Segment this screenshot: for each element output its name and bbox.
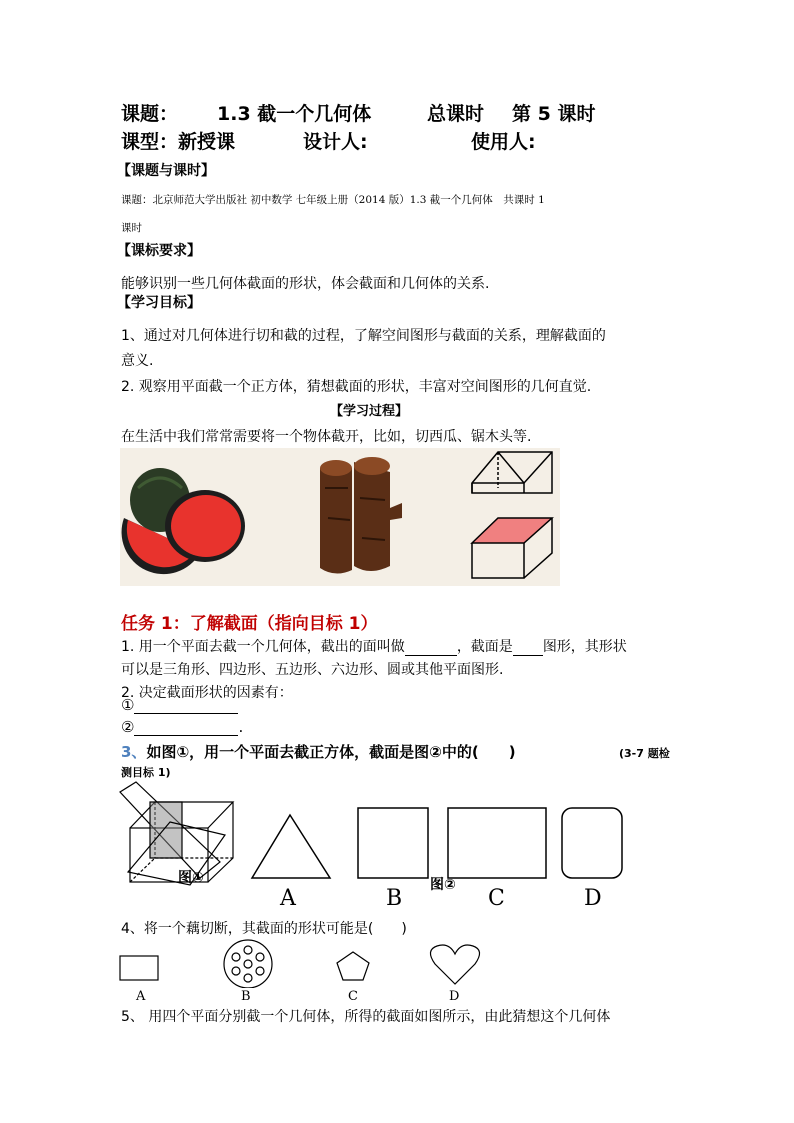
cutting-illustration [120,448,560,586]
goal-1-line-1: 1、通过对几何体进行切和截的过程，了解空间图形与截面的关系，理解截面的 [121,328,606,344]
q3-number: 3、 [121,743,147,761]
wood-log-icon [320,457,402,574]
q3-note-b: 测目标 1) [121,766,171,779]
factor-2-blank[interactable] [134,721,238,736]
topic-line-1: 课题：北京师范大学出版社 初中数学 七年级上册（2014 版）1.3 截一个几何体 共课时 1 [121,194,545,206]
section-process: 【学习过程】 [330,404,409,419]
task1-q2: 2. 决定截面形状的因素有： [121,685,293,701]
q3-option-d: D [584,886,602,911]
q3-option-b: B [386,886,403,911]
q3-note-a: (3-7 题检 [619,747,670,760]
q3-figures [110,780,630,915]
cube-with-plane-figure [120,782,233,885]
fig2-label: 图② [430,877,456,893]
q4-option-c: C [348,989,358,1004]
q3-option-a: A [280,886,296,911]
goal-1-line-2: 意义. [121,353,154,369]
lotus-root-icon [224,940,272,988]
standard-text: 能够识别一些几何体截面的形状，体会截面和几何体的关系. [121,276,490,292]
q4-text: 4、将一个藕切断，其截面的形状可能是( ) [121,921,407,937]
topic-label: 课题： [121,103,179,125]
q4-option-b: B [241,989,251,1004]
goal-2: 2. 观察用平面截一个正方体，猜想截面的形状，丰富对空间图形的几何直觉. [121,379,592,395]
q4-option-a: A [136,989,146,1004]
total-hours: 总课时 [427,103,485,125]
factor-1-marker: ① [121,696,135,714]
lesson-type: 课型：新授课 [121,131,236,153]
q4-heart [430,945,479,984]
option-a-triangle [252,815,330,878]
q4-rectangle [120,956,158,980]
designer-label: 设计人: [303,131,368,153]
q1-part3: 图形，其形状 [542,639,627,655]
q1-part2: ，截面是 [456,639,513,655]
option-d-rounded-square [562,808,622,878]
section-goals: 【学习目标】 [117,295,201,311]
topic-value: 1.3 截一个几何体 [217,103,372,125]
section-standard: 【课标要求】 [117,243,201,259]
factor-2 [121,718,243,736]
section-topic-hours: 【课题与课时】 [117,163,215,179]
q4-option-d: D [449,989,460,1004]
q3-line [121,741,516,762]
task1-q1 [121,636,627,656]
fig1-label: 图① [178,870,204,886]
factor-2-marker: ② [121,718,135,736]
factor-2-end: . [238,718,244,736]
intro-text: 在生活中我们常常需要将一个物体截开，比如，切西瓜、锯木头等. [121,429,532,445]
factor-1 [121,696,238,714]
q1-part1: 1. 用一个平面去截一个几何体，截出的面叫做 [121,639,405,655]
q1-line-2: 可以是三角形、四边形、五边形、六边形、圆或其他平面图形. [121,662,504,678]
topic-line-2: 课时 [121,222,142,234]
q4-pentagon [337,952,369,980]
user-label: 使用人: [471,131,536,153]
option-b-square [358,808,428,878]
hour-value: 第 5 课时 [512,103,596,125]
answer-blank-2[interactable] [513,641,543,656]
factor-1-blank[interactable] [134,699,238,714]
q4-figures [115,938,495,988]
task1-title: 任务 1：了解截面（指向目标 1） [121,614,378,634]
option-c-rectangle [448,808,546,878]
q3-text: 如图①，用一个平面去截正方体，截面是图②中的( ) [146,743,516,761]
q5-text: 5、 用四个平面分别截一个几何体，所得的截面如图所示，由此猜想这个几何体 [121,1009,611,1025]
answer-blank-1[interactable] [405,641,457,656]
q3-option-c: C [488,886,505,911]
